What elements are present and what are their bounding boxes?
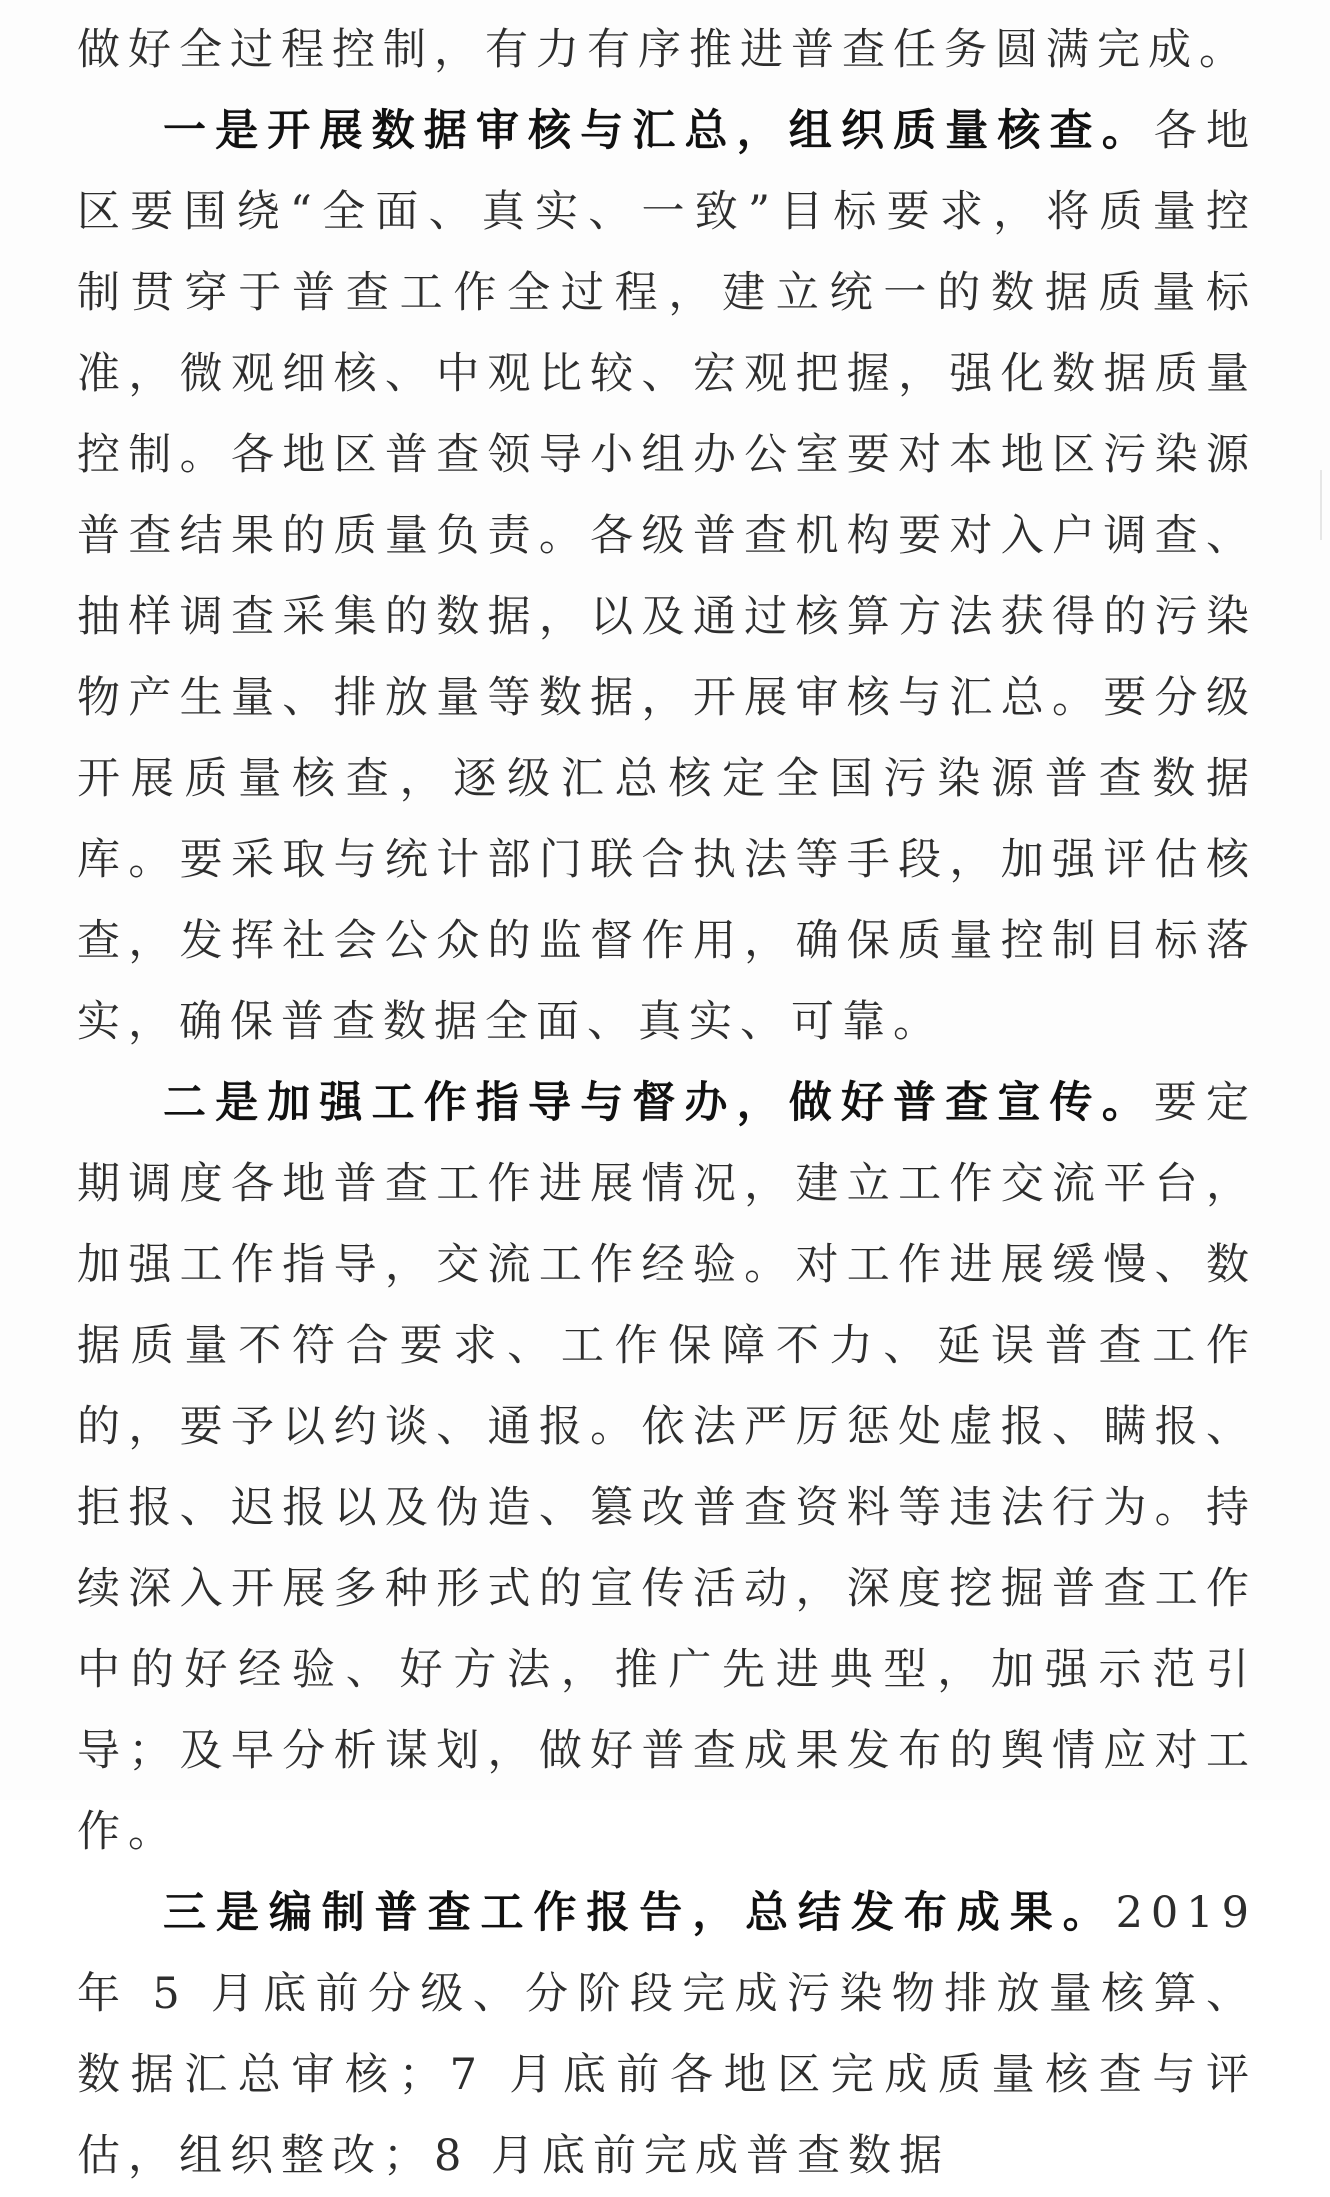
paragraph-text: 做好全过程控制，有力有序推进普查任务圆满完成。 bbox=[77, 25, 1250, 75]
paragraph-work-guidance bbox=[77, 1063, 1257, 1873]
paragraph-lead-heading: 三是编制普查工作报告，总结发布成果。 bbox=[163, 1888, 1116, 1938]
paragraph-data-review bbox=[77, 91, 1257, 1063]
paragraph-lead-heading: 一是开展数据审核与汇总，组织质量核查。 bbox=[163, 106, 1154, 156]
paragraph-lead-heading: 二是加强工作指导与督办，做好普查宣传。 bbox=[163, 1078, 1154, 1128]
document-body bbox=[77, 10, 1257, 2197]
paragraph-text: 要定期调度各地普查工作进展情况，建立工作交流平台，加强工作指导，交流工作经验。对工作进展缓慢、数据质量不符合要求、工作保障不力、延误普查工作的，要予以约谈、通报。依法严厉惩处虚报、瞒报、拒报、迟报以及伪造、篡改普查资料等违法行为。持续深入开展多种形式的宣传活动，深度挖掘普查工作中的好经验、好方法，推广先进典型，加强示范引导；及早分析谋划，做好普查成果发布的舆情应对工作。 bbox=[77, 1078, 1258, 1857]
paragraph-text: 各地区要围绕“全面、真实、一致”目标要求，将质量控制贯穿于普查工作全过程，建立统一的数据质量标准，微观细核、中观比较、宏观把握，强化数据质量控制。各地区普查领导小组办公室要对本地区污染源普查结果的质量负责。各级普查机构要对入户调查、抽样调查采集的数据，以及通过核算方法获得的污染物产生量、排放量等数据，开展审核与汇总。要分级开展质量核查，逐级汇总核定全国污染源普查数据库。要采取与统计部门联合执法等手段，加强评估核查，发挥社会公众的监督作用，确保质量控制目标落实，确保普查数据全面、真实、可靠。 bbox=[77, 106, 1258, 1047]
scan-edge-mark bbox=[1320, 470, 1322, 540]
paragraph-continuation bbox=[77, 10, 1257, 91]
paragraph-text: 2019 年 5 月底前分级、分阶段完成污染物排放量核算、数据汇总审核；7 月底前各地区完成质量核查与评估，组织整改；8 月底前完成普查数据 bbox=[77, 1888, 1257, 2181]
paragraph-report-compilation bbox=[77, 1873, 1257, 2197]
